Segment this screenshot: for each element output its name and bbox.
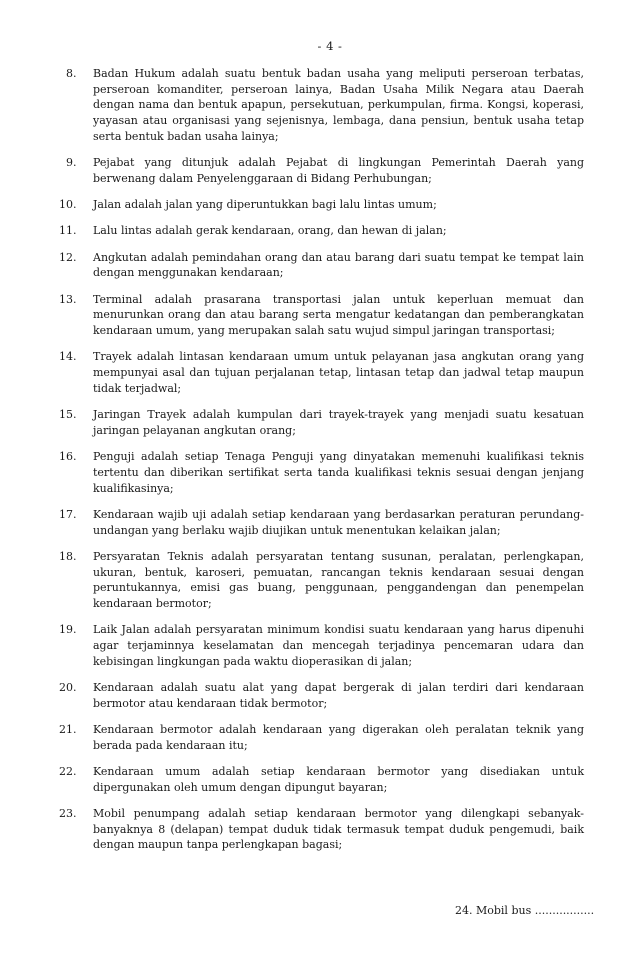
item-text: Jaringan Trayek adalah kumpulan dari trayek-trayek yang menjadi suatu kesatuan jaringan pelayanan angkutan orang; <box>93 408 584 437</box>
item-number: 8. <box>66 67 77 80</box>
item-text: Trayek adalah lintasan kendaraan umum untuk pelayanan jasa angkutan orang yang mempunyai asal dan tujuan perjalanan tetap, lintasan tetap dan jadwal tetap maupun tidak terjadwal; <box>93 350 584 395</box>
definition-item <box>59 680 584 711</box>
definition-item <box>59 223 584 239</box>
definition-item <box>59 250 584 281</box>
item-number: 14. <box>59 350 77 364</box>
item-text: Kendaraan wajib uji adalah setiap kendaraan yang berdasarkan peraturan perundang-undangan yang berlaku wajib diujikan untuk menentukan kelaikan jalan; <box>93 507 584 537</box>
item-text: Kendaraan bermotor adalah kendaraan yang digerakan oleh peralatan teknik yang berada pada kendaraan itu; <box>93 722 584 752</box>
item-text: Lalu lintas adalah gerak kendaraan, orang, dan hewan di jalan; <box>93 224 447 238</box>
item-text: Kendaraan umum adalah setiap kendaraan bermotor yang disediakan untuk dipergunakan oleh umum dengan dipungut bayaran; <box>93 764 584 794</box>
item-text: Laik Jalan adalah persyaratan minimum kondisi suatu kendaraan yang harus dipenuhi agar terjaminnya keselamatan dan mencegah terjadinya pencemaran udara dan kebisingan lingkungan pada waktu dioperasikan di jalan; <box>93 623 584 668</box>
definition-item <box>59 722 584 753</box>
item-number: 21. <box>59 722 77 736</box>
continuation-text: 24. Mobil bus ................. <box>455 904 595 917</box>
definition-item <box>59 407 584 438</box>
item-number: 22. <box>59 764 77 778</box>
item-number: 18. <box>59 549 77 563</box>
item-text: Jalan adalah jalan yang diperuntukkan bagi lalu lintas umum; <box>93 198 437 212</box>
definitions-list <box>59 66 584 864</box>
item-number: 15. <box>59 408 77 422</box>
item-number: 16. <box>59 450 77 464</box>
item-number: 20. <box>59 680 77 694</box>
definition-item <box>59 622 584 669</box>
page-number: - 4 - <box>317 39 343 53</box>
item-text: Pejabat yang ditunjuk adalah Pejabat di lingkungan Pemerintah Daerah yang berwenang dalam Penyelenggaraan di Bidang Perhubungan; <box>93 156 584 185</box>
definition-item <box>59 197 584 213</box>
definition-item <box>59 806 584 853</box>
item-text: Persyaratan Teknis adalah persyaratan tentang susunan, peralatan, perlengkapan, ukuran, bentuk, karoseri, pemuatan, rancangan teknis kendaraan sesuai dengan peruntukannya, emisi gas buang, penggunaan, penggandengan dan penempelan kendaraan bermotor; <box>93 549 584 610</box>
item-text: Mobil penumpang adalah setiap kendaraan bermotor yang dilengkapi sebanyak-banyaknya 8 (delapan) tempat duduk tidak termasuk tempat duduk pengemudi, baik dengan maupun tanpa perlengkapan bagasi; <box>93 806 584 852</box>
item-number: 17. <box>59 507 77 521</box>
item-text: Terminal adalah prasarana transportasi jalan untuk keperluan memuat dan menurunkan orang dan atau barang serta mengatur kedatangan dan pemberangkatan kendaraan umum, yang merupakan salah satu wujud simpul jaringan transportasi; <box>93 292 584 338</box>
item-number: 19. <box>59 623 77 637</box>
item-text: Kendaraan adalah suatu alat yang dapat bergerak di jalan terdiri dari kendaraan bermotor atau kendaraan tidak bermotor; <box>93 680 584 710</box>
definition-item <box>59 449 584 496</box>
definition-item <box>66 155 584 186</box>
item-text: Angkutan adalah pemindahan orang dan atau barang dari suatu tempat ke tempat lain dengan menggunakan kendaraan; <box>93 250 584 280</box>
item-number: 23. <box>59 806 77 820</box>
definition-item <box>59 507 584 538</box>
item-text: Badan Hukum adalah suatu bentuk badan usaha yang meliputi perseroan terbatas, perseroan komanditer, perseroan lainya, Badan Usaha Milik Negara atau Daerah dengan nama dan bentuk apapun, persekutuan, perkumpulan, firma. Kongsi, koperasi, yayasan atau organisasi yang sejenisnya, lembaga, dana pensiun, bentuk usaha tetap serta bentuk badan usaha lainya; <box>93 67 584 143</box>
definition-item <box>59 549 584 612</box>
definition-item <box>59 764 584 795</box>
item-number: 12. <box>59 250 77 264</box>
definition-item <box>59 349 584 396</box>
definition-item <box>59 292 584 339</box>
item-number: 10. <box>59 198 77 212</box>
definition-item <box>66 66 584 145</box>
item-text: Penguji adalah setiap Tenaga Penguji yang dinyatakan memenuhi kualifikasi teknis tertentu dan diberikan sertifikat serta tanda kualifikasi teknis sesuai dengan jenjang kualifikasinya; <box>93 450 584 495</box>
item-number: 9. <box>66 156 77 170</box>
item-number: 11. <box>59 224 77 238</box>
item-number: 13. <box>59 292 77 306</box>
